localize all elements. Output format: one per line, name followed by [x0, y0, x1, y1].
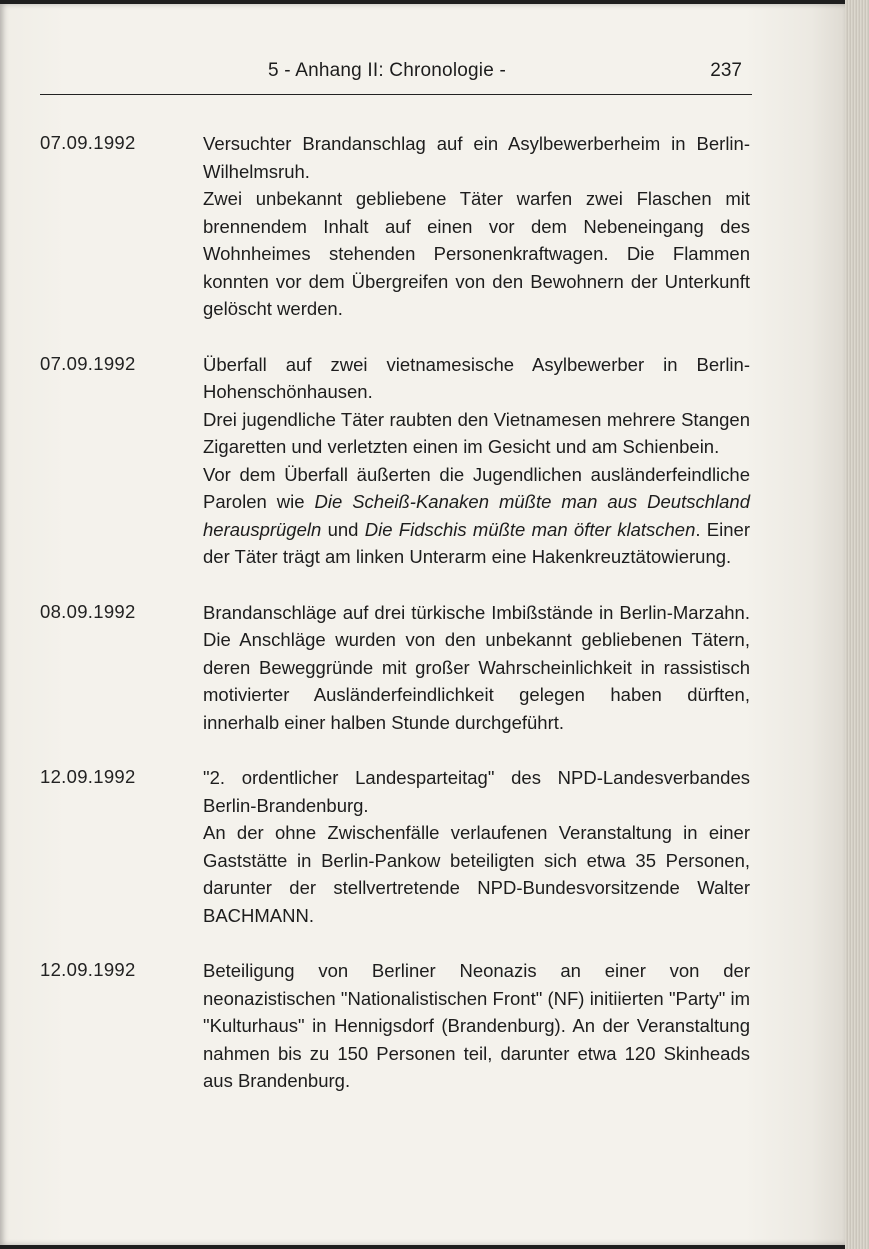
entry-date: 12.09.1992 [40, 959, 136, 980]
book-page [0, 4, 845, 1245]
entry-date: 07.09.1992 [40, 352, 136, 374]
entry-date: 08.09.1992 [40, 600, 136, 622]
paragraph-text: und [321, 518, 365, 540]
quoted-slogan: Die Fidschis müßte man öfter klatschen [364, 518, 696, 540]
entry-paragraph [203, 461, 750, 571]
paragraph-text: Zwei unbekannt gebliebene Täter warfen zwei Flaschen mit brennendem Inhalt auf einen vor dem Nebeneingang des Wohnheimes stehenden Personenkraftwagen. Die Flammen konnten vor dem Übergreifen von den Bewohnern der Unterkunft gelöscht werden. [203, 188, 750, 319]
entry-paragraph [203, 957, 750, 1095]
chronology-entry [40, 957, 760, 1095]
entry-body [203, 957, 750, 1095]
paragraph-text: Drei jugendliche Täter raubten den Vietnamesen mehrere Stangen Zigaretten und verletzten einen im Gesicht und am Schienbein. [203, 408, 750, 457]
entry-paragraph [203, 599, 750, 737]
chronology-entry [40, 351, 760, 571]
paragraph-text: . Einer der Täter trägt am linken Unterarm eine Hakenkreuztätowierung. [203, 518, 750, 567]
entry-paragraph [203, 351, 750, 406]
entry-date: 07.09.1992 [40, 132, 136, 153]
entry-paragraph [203, 185, 750, 323]
chronology-entry [40, 130, 760, 323]
page-number: 237 [710, 60, 742, 81]
entry-body [203, 130, 750, 323]
paragraph-text: Brandanschläge auf drei türkische Imbißstände in Berlin-Marzahn. Die Anschläge wurden von den unbekannt gebliebenen Tätern, deren Beweggründe mit großer Wahrscheinlichkeit in rassistisch motivierter Ausländerfeindlichkeit gelegen haben dürften, innerhalb einer halben Stunde durchgeführt. [203, 601, 750, 733]
paragraph-text: "2. ordentlicher Landesparteitag" des NPD-Landesverbandes Berlin-Brandenburg. [203, 767, 750, 816]
entry-paragraph [203, 406, 750, 461]
chronology-entry [40, 599, 760, 737]
paragraph-text: Vor dem Überfall äußerten die Jugendlichen ausländerfeindliche Parolen wie [203, 463, 750, 512]
running-header [40, 54, 752, 95]
entry-date: 12.09.1992 [40, 766, 136, 787]
paragraph-text: Versuchter Brandanschlag auf ein Asylbewerberheim in Berlin-Wilhelmsruh. [203, 133, 750, 182]
entry-body [203, 599, 750, 737]
paragraph-text: Überfall auf zwei vietnamesische Asylbewerber in Berlin-Hohenschönhausen. [203, 353, 750, 402]
quoted-slogan: Die Scheiß-Kanaken müßte man aus Deutschland herausprügeln [203, 491, 750, 540]
entry-paragraph [203, 764, 750, 819]
entry-paragraph [203, 819, 750, 929]
chronology-entry [40, 764, 760, 929]
page-edges [845, 0, 869, 1249]
paragraph-text: An der ohne Zwischenfälle verlaufenen Veranstaltung in einer Gaststätte in Berlin-Pankow beteiligten sich etwa 35 Personen, darunter der stellvertretende NPD-Bundesvorsitzende Walter BACHMANN. [203, 822, 750, 926]
running-header-title: 5 - Anhang II: Chronologie - [268, 60, 506, 81]
entry-body [203, 764, 750, 929]
paragraph-text: Beteiligung von Berliner Neonazis an einer von der neonazistischen "Nationalistischen Front" (NF) initiierten "Party" im "Kulturhaus" in Hennigsdorf (Brandenburg). An der Veranstaltung nahmen bis zu 150 Personen teil, darunter etwa 120 Skinheads aus Brandenburg. [203, 960, 750, 1091]
entry-paragraph [203, 130, 750, 185]
chronology-entries [40, 130, 760, 1123]
entry-body [203, 351, 750, 571]
